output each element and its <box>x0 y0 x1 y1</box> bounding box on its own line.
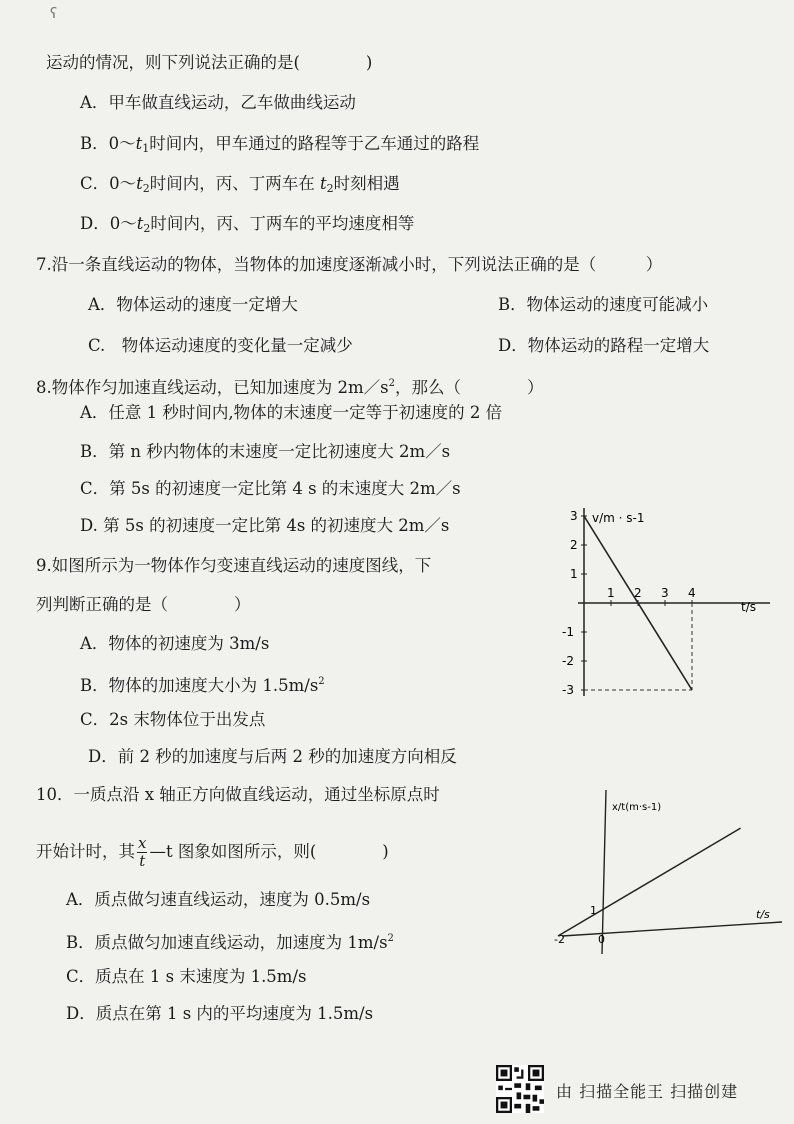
x-tick-label: 4 <box>688 586 696 600</box>
q10-option-c: C．质点在 1 s 末速度为 1.5m/s <box>66 967 307 986</box>
q7-option-b: B．物体运动的速度可能减小 <box>498 295 709 314</box>
q6-option-b: B．$0\sim t_1$时间内，甲车通过的路程等于乙车通过的路程 <box>80 134 480 155</box>
q8-stem: 8.物体作匀加速直线运动，已知加速度为 $2m/s^2$，那么（ ） <box>36 378 544 397</box>
q10-stem-line1: 10．一质点沿 x 轴正方向做直线运动，通过坐标原点时 <box>36 785 440 804</box>
q7-stem: 7.沿一条直线运动的物体，当物体的加速度逐渐减小时，下列说法正确的是（ ） <box>36 255 663 274</box>
q9-option-b: B．物体的加速度大小为 $1.5m/s^2$ <box>80 676 325 695</box>
q8-option-b: B．第 n 秒内物体的末速度一定比初速度大 2m／s <box>80 442 451 461</box>
q7-option-a: A．物体运动的速度一定增大 <box>88 295 298 314</box>
q10-stem-line2: 开始计时，其 $\frac{x}{t}$ —t 图象如图所示，则( ) <box>36 834 389 870</box>
q8-option-d: D. 第 5s 的初速度一定比第 4s 的初速度大 2m／s <box>80 516 450 535</box>
velocity-time-chart <box>548 500 788 700</box>
qr-code-icon <box>496 1065 544 1113</box>
q6-option-d: D．$0\sim t_2$时间内，丙、丁两车的平均速度相等 <box>80 214 415 235</box>
q9-option-d: D．前 2 秒的加速度与后两 2 秒的加速度方向相反 <box>88 747 457 766</box>
x-over-t-fraction: $\frac{x}{t}$ <box>138 834 147 870</box>
y-tick-label: 1 <box>590 904 597 917</box>
q9-stem-line1: 9.如图所示为一物体作匀变速直线运动的速度图线，下 <box>36 556 432 575</box>
q9-option-a: A．物体的初速度为 3m/s <box>80 634 270 653</box>
xt-line <box>558 828 741 936</box>
q6-stem: 运动的情况，则下列说法正确的是( ) <box>46 53 373 72</box>
q7-option-d: D．物体运动的路程一定增大 <box>498 336 710 355</box>
q10-option-a: A．质点做匀速直线运动，速度为 0.5m/s <box>66 890 371 909</box>
x-tick-label: 2 <box>634 586 642 600</box>
q9-stem-line2: 列判断正确的是（ ） <box>36 595 251 614</box>
x-tick-label: 1 <box>607 586 615 600</box>
y-axis <box>602 790 606 954</box>
y-axis-label: v/m · s-1 <box>592 511 645 525</box>
q8-option-a: A．任意 1 秒时间内,物体的末速度一定等于初速度的 2 倍 <box>80 403 503 422</box>
y-axis-label: x/t(m·s-1) <box>612 802 662 813</box>
q10-option-b: B．质点做匀加速直线运动，加速度为 $1m/s^2$ <box>66 933 394 952</box>
y-tick-label: 1 <box>570 567 578 581</box>
corner-mark: ʕ <box>50 6 58 22</box>
x-axis-label: t/s <box>741 600 756 614</box>
q7-option-c: C. 物体运动速度的变化量一定减少 <box>88 336 353 355</box>
x-axis-label: t/s <box>756 908 770 921</box>
scanner-footer-text: 由 扫描全能王 扫描创建 <box>556 1082 739 1101</box>
y-tick-label: 2 <box>570 538 578 552</box>
x-tick-label: 0 <box>598 933 605 946</box>
x-tick-label: 3 <box>661 586 669 600</box>
y-tick-label: -3 <box>562 683 574 697</box>
x-tick-label: -2 <box>554 933 565 946</box>
y-tick-label: 3 <box>570 509 578 523</box>
q9-option-c: C．2s 末物体位于出发点 <box>80 710 266 729</box>
xt-over-t-chart <box>556 786 788 956</box>
q8-option-c: C．第 5s 的初速度一定比第 4 s 的末速度大 2m／s <box>80 479 461 498</box>
y-tick-label: -1 <box>562 625 574 639</box>
y-tick-label: -2 <box>562 654 574 668</box>
scanner-footer <box>496 1065 786 1117</box>
q6-option-a: A．甲车做直线运动，乙车做曲线运动 <box>80 93 356 112</box>
q6-option-c: C．$0\sim t_2$时间内，丙、丁两车在 $t_2$时刻相遇 <box>80 174 400 195</box>
x-axis <box>562 922 782 936</box>
q10-option-d: D．质点在第 1 s 内的平均速度为 1.5m/s <box>66 1004 374 1023</box>
